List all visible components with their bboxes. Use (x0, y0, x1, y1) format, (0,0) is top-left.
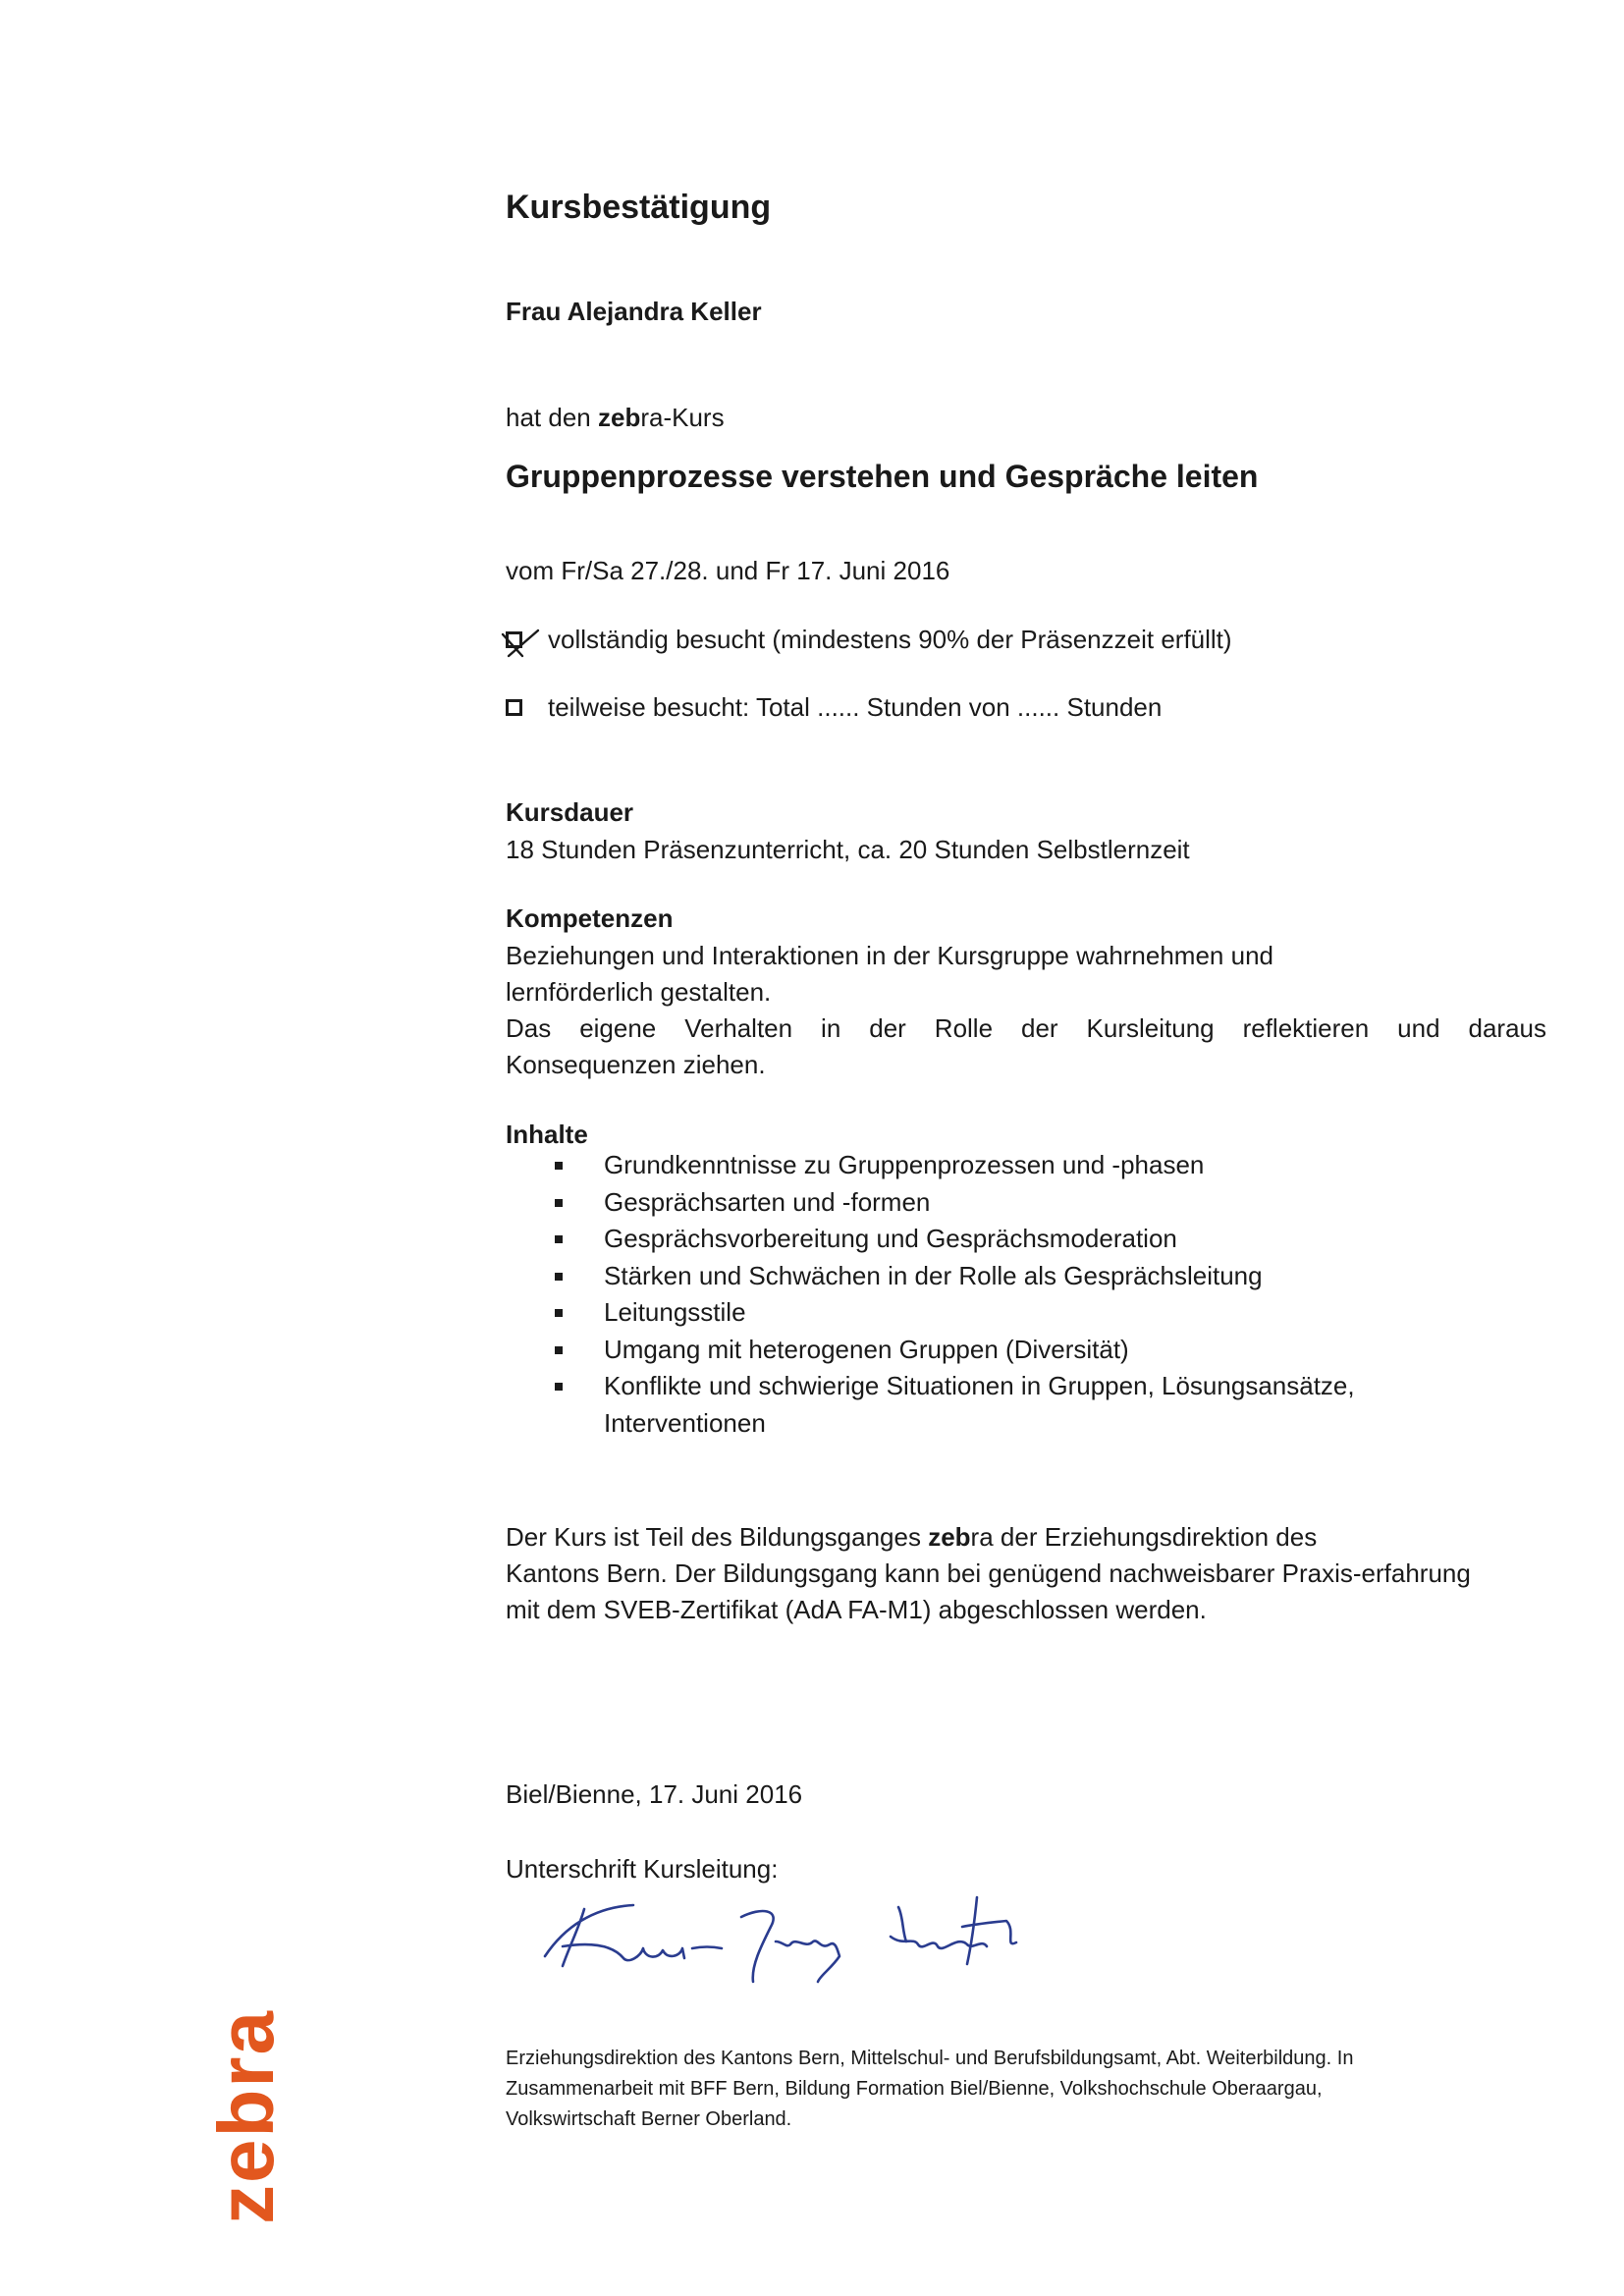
footer-line-3: Volkswirtschaft Berner Oberland. (506, 2108, 792, 2130)
list-item: Gesprächsvorbereitung und Gesprächsmoderation (555, 1221, 1355, 1258)
signature-label: Unterschrift Kursleitung: (506, 1854, 779, 1884)
attendance-full-row (506, 625, 1232, 655)
competences-line-4: Konsequenzen ziehen. (506, 1050, 766, 1079)
footer-line-1: Erziehungsdirektion des Kantons Bern, Mittelschul- und Berufsbildungsamt, Abt. Weiterbildung. In (506, 2048, 1354, 2069)
course-title: Gruppenprozesse verstehen und Gespräche leiten (506, 459, 1259, 494)
footer-text (506, 2044, 1546, 2135)
attendance-partial-label: teilweise besucht: Total ...... Stunden von ...... Stunden (548, 692, 1163, 722)
checkmark-icon (501, 627, 540, 662)
bullet-icon (555, 1199, 563, 1207)
program-line-3: mit dem SVEB-Zertifikat (AdA FA-M1) abgeschlossen werden. (506, 1595, 1207, 1624)
list-item: Umgang mit heterogenen Gruppen (Diversität) (555, 1332, 1355, 1369)
list-item: Leitungsstile (555, 1294, 1355, 1332)
competences-line-1: Beziehungen und Interaktionen in der Kursgruppe wahrnehmen und (506, 941, 1273, 970)
intro-prefix: hat den (506, 403, 598, 432)
program-line-2: Kantons Bern. Der Bildungsgang kann bei genügend nachweisbarer Praxis-erfahrung (506, 1558, 1471, 1588)
signature-icon (525, 1887, 1075, 1986)
bullet-icon (555, 1309, 563, 1317)
list-item: Grundkenntnisse zu Gruppenprozessen und -phasen (555, 1147, 1355, 1184)
course-dates: vom Fr/Sa 27./28. und Fr 17. Juni 2016 (506, 556, 950, 585)
intro-brand-bold: zeb (597, 403, 641, 432)
bullet-icon (555, 1383, 563, 1391)
bullet-icon (555, 1235, 563, 1243)
duration-text: 18 Stunden Präsenzunterricht, ca. 20 Stunden Selbstlernzeit (506, 835, 1190, 864)
intro-brand-rest: ra-Kurs (640, 403, 725, 432)
competences-line-3: Das eigene Verhalten in der Rolle der Kursleitung reflektieren und daraus (506, 1013, 1546, 1043)
attendance-partial-row (506, 692, 1162, 723)
attendance-full-checkbox[interactable] (506, 631, 522, 648)
program-paragraph (506, 1519, 1546, 1628)
handwritten-signature (525, 1887, 1075, 1991)
list-item: Gesprächsarten und -formen (555, 1184, 1355, 1222)
competences-heading: Kompetenzen (506, 903, 674, 933)
bullet-icon (555, 1346, 563, 1354)
competences-line-2: lernförderlich gestalten. (506, 977, 772, 1007)
zebra-logo-text: zebra (202, 2009, 290, 2224)
attendance-partial-checkbox[interactable] (506, 699, 522, 716)
attendance-full-label: vollständig besucht (mindestens 90% der Präsenzzeit erfüllt) (548, 625, 1232, 654)
contents-heading: Inhalte (506, 1120, 588, 1149)
list-item: Konflikte und schwierige Situationen in Gruppen, Lösungsansätze, (555, 1368, 1355, 1405)
bullet-icon (555, 1273, 563, 1281)
zebra-logo (201, 1949, 290, 2224)
footer-line-2: Zusammenarbeit mit BFF Bern, Bildung Formation Biel/Bienne, Volkshochschule Oberaargau, (506, 2078, 1323, 2100)
program-line-1: Der Kurs ist Teil des Bildungsganges zebra der Erziehungsdirektion des (506, 1522, 1318, 1552)
place-date: Biel/Bienne, 17. Juni 2016 (506, 1779, 803, 1809)
list-item-continuation: Interventionen (604, 1407, 766, 1438)
duration-heading: Kursdauer (506, 797, 634, 827)
list-item: Stärken und Schwächen in der Rolle als Gesprächsleitung (555, 1258, 1355, 1295)
intro-line (506, 403, 725, 433)
contents-list (555, 1147, 1355, 1442)
document-heading: Kursbestätigung (506, 189, 772, 226)
bullet-icon (555, 1162, 563, 1170)
recipient-name: Frau Alejandra Keller (506, 297, 762, 326)
